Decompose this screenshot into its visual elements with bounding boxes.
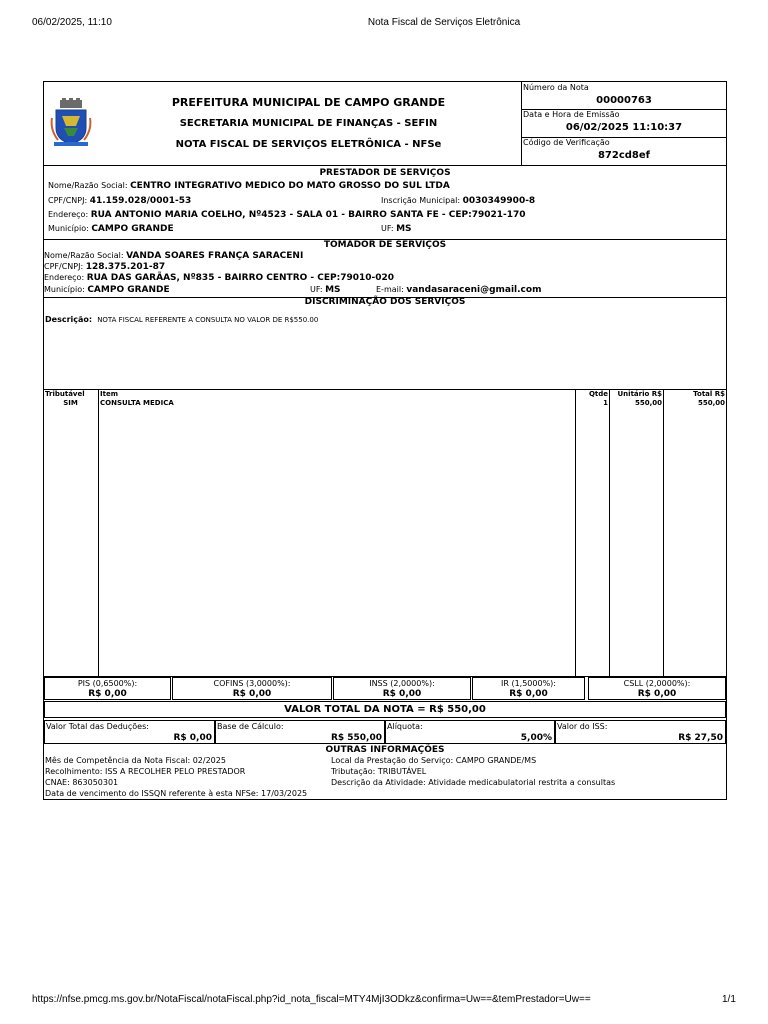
outras-tributacao: Tributação: TRIBUTÁVEL [331,767,427,776]
tax-label-ir: IR (1,5000%): [501,679,556,688]
verificacao-value: 872cd8ef [597,150,651,161]
tomador-uf-row [310,286,341,295]
row-tributavel: SIM [63,399,78,407]
tax-label-csll: CSLL (2,0000%): [623,679,691,688]
prestador-uf-value: MS [396,224,412,234]
row-unitario: 550,00 [634,399,662,407]
prestador-im-label: Inscrição Municipal: [381,196,461,205]
city-coat-of-arms-icon [48,98,94,148]
base-calculo-label: Base de Cálculo: [217,722,284,731]
tomador-email-value: vandasaraceni@gmail.com [406,285,542,295]
tax-value-cofins: R$ 0,00 [232,689,272,699]
valor-iss-label: Valor do ISS: [557,722,608,731]
outras-descricao-atividade: Descrição da Atividade: Atividade medicabulatorial restrita a consultas [331,778,616,787]
valor-iss-value: R$ 27,50 [678,733,723,743]
total-box [44,701,726,718]
tomador-nome-value: VANDA SOARES FRANÇA SARACENI [126,251,304,261]
header-nfse-title: NOTA FISCAL DE SERVIÇOS ELETRÔNICA - NFSe [175,139,442,150]
col-header-qtde: Qtde [588,390,608,398]
base-calculo-box [215,720,385,744]
tomador-cpf-value: 128.375.201-87 [85,262,166,272]
numero-nota-value: 00000763 [596,95,652,106]
tax-value-inss: R$ 0,00 [382,689,422,699]
row-qtde: 1 [603,399,608,407]
tomador-endereco-row [44,274,394,283]
prestador-municipio-row [48,225,174,234]
header-secretaria: SECRETARIA MUNICIPAL DE FINANÇAS - SEFIN [179,118,438,129]
aliquota-value: 5,00% [520,733,552,743]
tomador-endereco-value: RUA DAS GARÃAS, Nº835 - BAIRRO CENTRO - CEP:79010-020 [86,273,395,283]
prestador-cpf-row [48,197,191,206]
prestador-cpf-label: CPF/CNPJ: [48,196,88,205]
tomador-nome-row [44,252,303,261]
table-row [43,400,727,410]
prestador-municipio-label: Município: [48,224,89,233]
print-page-title: Nota Fiscal de Serviços Eletrônica [367,17,521,28]
aliquota-label: Alíquota: [387,722,423,731]
tomador-nome-label: Nome/Razão Social: [44,251,124,260]
prestador-nome-value: CENTRO INTEGRATIVO MEDICO DO MATO GROSSO DO SUL LTDA [130,181,450,191]
prestador-municipio-value: CAMPO GRANDE [91,224,174,234]
tomador-municipio-value: CAMPO GRANDE [87,285,170,295]
header-prefeitura: PREFEITURA MUNICIPAL DE CAMPO GRANDE [171,96,446,109]
tax-box-ir [472,677,585,700]
descricao-value: NOTA FISCAL REFERENTE A CONSULTA NO VALOR DE R$550.00 [97,316,319,324]
base-calculo-value: R$ 550,00 [330,733,382,743]
prestador-endereco-label: Endereço: [48,210,89,219]
col-header-total: Total R$ [693,390,725,398]
outras-recolhimento: Recolhimento: ISS A RECOLHER PELO PRESTADOR [45,767,246,776]
prestador-nome-label: Nome/Razão Social: [48,181,128,190]
outras-cnae: CNAE: 863050301 [45,778,119,787]
tomador-email-label: E-mail: [376,285,404,294]
tax-label-cofins: COFINS (3,0000%): [213,679,291,688]
prestador-im-value: 0030349900-8 [462,196,536,206]
tomador-municipio-row [44,286,170,295]
print-datetime: 06/02/2025, 11:10 [32,17,112,28]
prestador-uf-label: UF: [381,224,394,233]
outras-vencimento: Data de vencimento do ISSQN referente à esta NFSe: 17/03/2025 [45,789,308,798]
prestador-im-row [381,197,535,206]
tax-box-csll [588,677,726,700]
tax-value-ir: R$ 0,00 [509,689,548,699]
tomador-title: TOMADOR DE SERVIÇOS [323,240,447,250]
outras-competencia: Mês de Competência da Nota Fiscal: 02/2025 [45,756,226,765]
tax-value-csll: R$ 0,00 [637,689,677,699]
tomador-municipio-label: Município: [44,285,85,294]
tomador-cpf-label: CPF/CNPJ: [44,262,84,271]
prestador-uf-row [381,225,412,234]
deducoes-box [44,720,215,744]
tax-label-inss: INSS (2,0000%): [369,679,435,688]
row-item: CONSULTA MEDICA [100,399,174,407]
tomador-cpf-row [44,263,165,272]
discriminacao-title: DISCRIMINAÇÃO DOS SERVIÇOS [304,297,466,307]
tax-value-pis: R$ 0,00 [88,689,127,699]
tomador-endereco-label: Endereço: [44,273,85,282]
descricao-row [45,309,318,325]
deducoes-value: R$ 0,00 [173,733,212,743]
deducoes-label: Valor Total das Deduções: [46,722,149,731]
tax-box-pis [44,677,171,700]
tomador-email-row [376,286,541,295]
tax-box-cofins [172,677,332,700]
aliquota-box [385,720,555,744]
outras-title: OUTRAS INFORMAÇÕES [325,745,445,755]
tomador-uf-value: MS [325,285,341,295]
tax-label-pis: PIS (0,6500%): [77,679,138,688]
prestador-cpf-value: 41.159.028/0001-53 [89,196,192,206]
prestador-title: PRESTADOR DE SERVIÇOS [319,168,451,178]
emissao-value: 06/02/2025 11:10:37 [565,122,683,133]
tomador-uf-label: UF: [310,285,323,294]
descricao-label: Descrição: [45,315,93,324]
valor-total-nota: VALOR TOTAL DA NOTA = R$ 550,00 [284,704,486,715]
col-header-unitario: Unitário R$ [617,390,662,398]
prestador-nome-row [48,182,450,191]
col-header-item: Item [100,390,118,398]
prestador-endereco-row [48,211,526,220]
verificacao-label: Código de Verificação [523,138,610,147]
col-header-tributavel: Tributável [45,390,85,398]
row-total: 550,00 [697,399,725,407]
numero-nota-label: Número da Nota [523,83,589,92]
tax-box-inss [333,677,471,700]
valor-iss-box [555,720,726,744]
print-page-count: 1/1 [722,994,736,1005]
print-url[interactable]: https://nfse.pmcg.ms.gov.br/NotaFiscal/notaFiscal.php?id_nota_fiscal=MTY4MjI3ODkz&confirma=Uw==&temPrestador=Uw== [32,994,591,1005]
outras-local-prestacao: Local da Prestação do Serviço: CAMPO GRANDE/MS [331,756,537,765]
prestador-endereco-value: RUA ANTONIO MARIA COELHO, Nº4523 - SALA 01 - BAIRRO SANTA FE - CEP:79021-170 [90,210,526,220]
emissao-label: Data e Hora de Emissão [523,110,620,119]
